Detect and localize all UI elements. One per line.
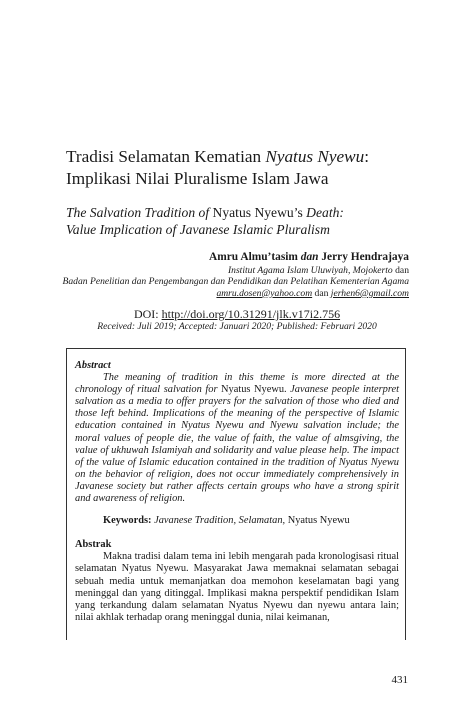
page-number: 431 — [391, 674, 408, 686]
email-link-1[interactable]: amru.dosen@yahoo.com — [216, 287, 313, 299]
doi-block — [0, 307, 474, 333]
abstrak-heading: Abstrak — [75, 539, 112, 551]
email-link-2[interactable]: jerhen6@gmail.com — [330, 287, 409, 299]
doi-line: DOI: http://doi.org/10.31291/jlk.v17i2.756 — [133, 307, 341, 321]
doi-link[interactable]: http://doi.org/10.31291/jlk.v17i2.756 — [161, 307, 341, 321]
article-title: Tradisi Selamatan Kematian Nyatus Nyewu: Implikasi Nilai Pluralisme Islam Jawa — [66, 147, 369, 188]
affiliation-2: Badan Penelitian dan Pengembangan dan Pendidikan dan Pelatihan Kementerian Agama — [62, 276, 409, 288]
author-block — [29, 250, 409, 299]
abstrak-body: Makna tradisi dalam tema ini lebih mengarah pada kronologisasi ritual selamatan Nyatus Nyewu. Masyarakat Jawa memaknai selamatan sebagai sebuah media untuk memanjatkan doa memohon keselamatan bagi yang meninggal dan yang ditinggal. Implikasi makna perspektif pendidikan Islam yang terkandung dalam selamatan Nyatus Nyewu dan nyewu antara lain; nilai akhlak terhadap orang meninggal dunia, nilai keimanan, — [75, 551, 399, 623]
keywords: Keywords: Javanese Tradition, Selamatan, Nyatus Nyewu — [103, 515, 350, 527]
publication-dates: Received: Juli 2019; Accepted: Januari 2020; Published: Februari 2020 — [97, 321, 377, 332]
authors: Amru Almu’tasim dan Jerry Hendrajaya — [209, 251, 409, 263]
article-subtitle: The Salvation Tradition of Nyatus Nyewu’s Death: Value Implication of Javanese Islamic Pluralism — [66, 205, 344, 237]
affiliation-1: Institut Agama Islam Uluwiyah, Mojokerto dan — [227, 265, 409, 276]
abstract-box — [66, 348, 406, 640]
abstract-body: The meaning of tradition in this theme is more directed at the chronology of ritual salvation for Nyatus Nyewu. Javanese people interpret salvation as a media to offer prayers for the salvation of those who died and those left behind. Implications of the meaning of the perspective of Islamic education contained in Nyatus Nyewu and Nyewu salvation include; the moral values of people die, the value of faith, the value of almsgiving, the value of ukhuwah Islamiyah and solidarity and value please help. The impact of the value of Islamic education contained in the tradition of Nyatus Nyewu on the behavior of religion, does not occur immediately comprehensively in Javanese society but rather affects certain groups who have a strong spirit and awareness of religion. — [75, 372, 399, 505]
author-emails: amru.dosen@yahoo.com dan jerhen6@gmail.com — [216, 287, 409, 299]
abstract-heading: Abstract — [75, 360, 111, 371]
